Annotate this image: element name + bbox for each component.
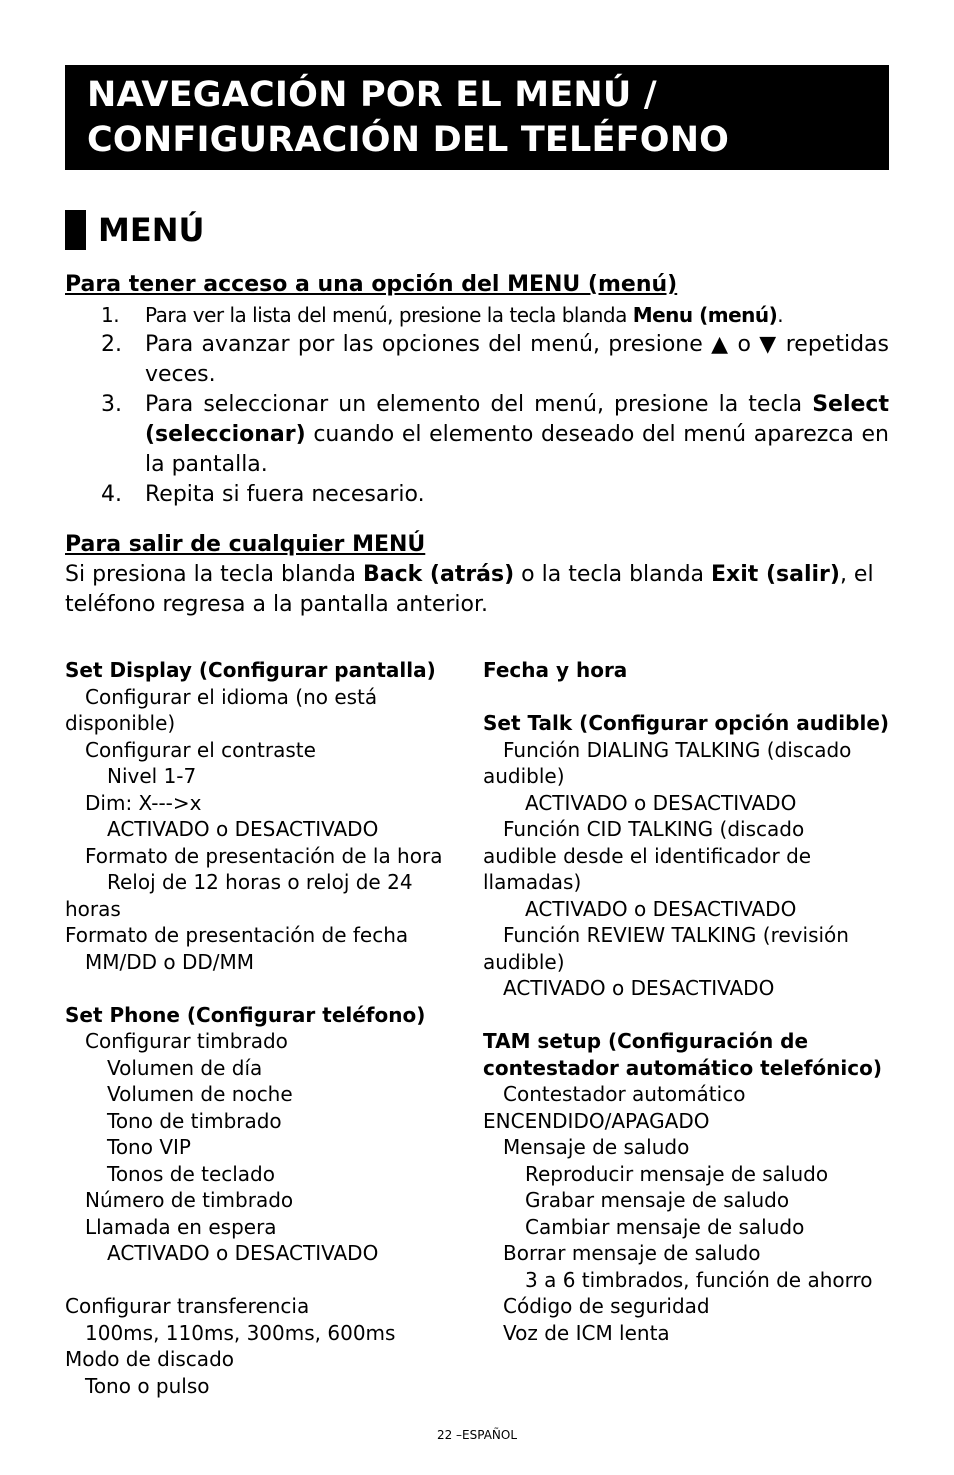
section-heading — [65, 207, 204, 253]
menu-option: Modo de discado — [65, 1347, 234, 1371]
exit-instructions — [65, 530, 889, 620]
step-4 — [65, 480, 889, 510]
menu-option: Borrar mensaje de saludo — [503, 1241, 761, 1265]
menu-group-title: TAM setup (Configuración de — [483, 1029, 809, 1053]
menu-option: Tono o pulso — [85, 1373, 210, 1398]
menu-group-title: Fecha y hora — [483, 658, 628, 682]
exit-text — [65, 560, 889, 620]
menu-option: 100ms, 110ms, 300ms, 600ms — [85, 1320, 396, 1345]
menu-option: audible) — [483, 949, 565, 974]
menu-option: audible desde el identificador de — [483, 843, 812, 868]
menu-option: Reloj de 12 horas o reloj de 24 — [107, 870, 413, 894]
menu-option: Formato de presentación de la hora — [85, 843, 443, 868]
menu-key-label: Menu (menú) — [632, 303, 778, 327]
menu-group-title: Set Talk (Configurar opción audible) — [483, 711, 890, 735]
step-text: Para ver la lista del menú, presione la tecla blanda — [145, 303, 633, 327]
menu-option: Nivel 1-7 — [107, 764, 197, 788]
step-text: Para avanzar por las opciones del menú, presione — [145, 332, 712, 357]
exit-text-middle: o la tecla blanda — [514, 562, 712, 587]
menu-option: horas — [65, 896, 121, 921]
menu-option: ENCENDIDO/APAGADO — [483, 1108, 710, 1133]
menu-option: Tonos de teclado — [107, 1161, 275, 1186]
menu-option: audible) — [483, 764, 565, 788]
step-text-end: cuando el elemento deseado del menú aparezca en la pantalla. — [145, 422, 889, 477]
section-marker-bar — [65, 210, 86, 250]
page-title-line-1: NAVEGACIÓN POR EL MENÚ / — [87, 75, 657, 115]
menu-option: Reproducir mensaje de saludo — [525, 1161, 829, 1186]
step-1 — [65, 300, 889, 330]
menu-option: ACTIVADO o DESACTIVADO — [503, 976, 775, 1000]
menu-option: ACTIVADO o DESACTIVADO — [107, 1241, 379, 1265]
menu-option: disponible) — [65, 711, 176, 735]
menu-option: ACTIVADO o DESACTIVADO — [525, 790, 797, 815]
spacer — [483, 1002, 898, 1029]
menu-option: Tono de timbrado — [107, 1108, 282, 1133]
menu-option: Volumen de día — [107, 1055, 263, 1080]
menu-option: MM/DD o DD/MM — [85, 949, 255, 974]
exit-key-label: Exit (salir) — [711, 562, 840, 587]
step-number: 4. — [101, 482, 122, 507]
menu-option: Llamada en espera — [85, 1214, 277, 1239]
menu-option: Función CID TALKING (discado — [503, 817, 805, 841]
step-text: Para seleccionar un elemento del menú, presione la tecla — [145, 392, 813, 417]
section-title: MENÚ — [98, 211, 205, 249]
step-number: 1. — [101, 303, 120, 327]
menu-option: Cambiar mensaje de saludo — [525, 1214, 805, 1239]
menu-option: llamadas) — [483, 870, 582, 894]
step-number: 2. — [101, 332, 122, 357]
menu-option: Grabar mensaje de saludo — [525, 1188, 790, 1212]
exit-text-start: Si presiona la tecla blanda — [65, 562, 363, 587]
menu-tree-right-column — [483, 657, 898, 1346]
step-number: 3. — [101, 392, 122, 417]
menu-option: ACTIVADO o DESACTIVADO — [107, 817, 379, 841]
spacer — [65, 1267, 465, 1294]
access-instructions — [65, 270, 889, 510]
menu-option: Contestador automático — [503, 1082, 746, 1106]
up-down-arrows-icon: ▲ o ▼ — [711, 332, 778, 357]
menu-option: Configurar el contraste — [85, 737, 316, 762]
exit-text-end: , el teléfono regresa a la pantalla anterior. — [65, 562, 874, 617]
title-banner — [65, 65, 889, 170]
menu-option: Número de timbrado — [85, 1188, 294, 1212]
page-title-line-2: CONFIGURACIÓN DEL TELÉFONO — [87, 120, 730, 160]
step-text: Repita si fuera necesario. — [145, 482, 425, 507]
spacer — [483, 684, 898, 711]
exit-heading: Para salir de cualquier MENÚ — [65, 532, 426, 557]
access-steps-list — [65, 300, 889, 510]
menu-option: Función REVIEW TALKING (revisión — [503, 923, 849, 947]
menu-option: Código de seguridad — [503, 1294, 710, 1318]
back-key-label: Back (atrás) — [362, 562, 515, 587]
page-footer: 22 –ESPAÑOL — [436, 1428, 518, 1442]
step-3 — [65, 390, 889, 480]
access-heading: Para tener acceso a una opción del MENU (menú) — [65, 272, 678, 297]
menu-option: Voz de ICM lenta — [503, 1320, 670, 1345]
menu-group-title: Set Display (Configurar pantalla) — [65, 658, 436, 682]
menu-option: Configurar timbrado — [85, 1029, 288, 1053]
step-2 — [65, 330, 889, 390]
menu-option: Función DIALING TALKING (discado — [503, 737, 852, 762]
spacer — [65, 975, 465, 1002]
menu-option: Dim: X--->x — [85, 790, 202, 815]
menu-option: Formato de presentación de fecha — [65, 923, 409, 947]
menu-option: Mensaje de saludo — [503, 1135, 690, 1159]
step-text-end: repetidas veces. — [145, 332, 889, 387]
menu-group-title: Set Phone (Configurar teléfono) — [65, 1002, 426, 1027]
select-key-label: Select (seleccionar) — [145, 392, 889, 447]
menu-option: ACTIVADO o DESACTIVADO — [525, 896, 797, 921]
menu-option: Configurar el idioma (no está — [85, 684, 378, 709]
menu-option: Volumen de noche — [107, 1082, 293, 1106]
menu-tree-left-column — [65, 657, 465, 1399]
menu-option: Tono VIP — [107, 1135, 191, 1159]
menu-group-title: contestador automático telefónico) — [483, 1055, 882, 1080]
menu-option: Configurar transferencia — [65, 1294, 310, 1318]
menu-option: 3 a 6 timbrados, función de ahorro — [525, 1267, 873, 1292]
step-text-end: . — [777, 303, 784, 327]
